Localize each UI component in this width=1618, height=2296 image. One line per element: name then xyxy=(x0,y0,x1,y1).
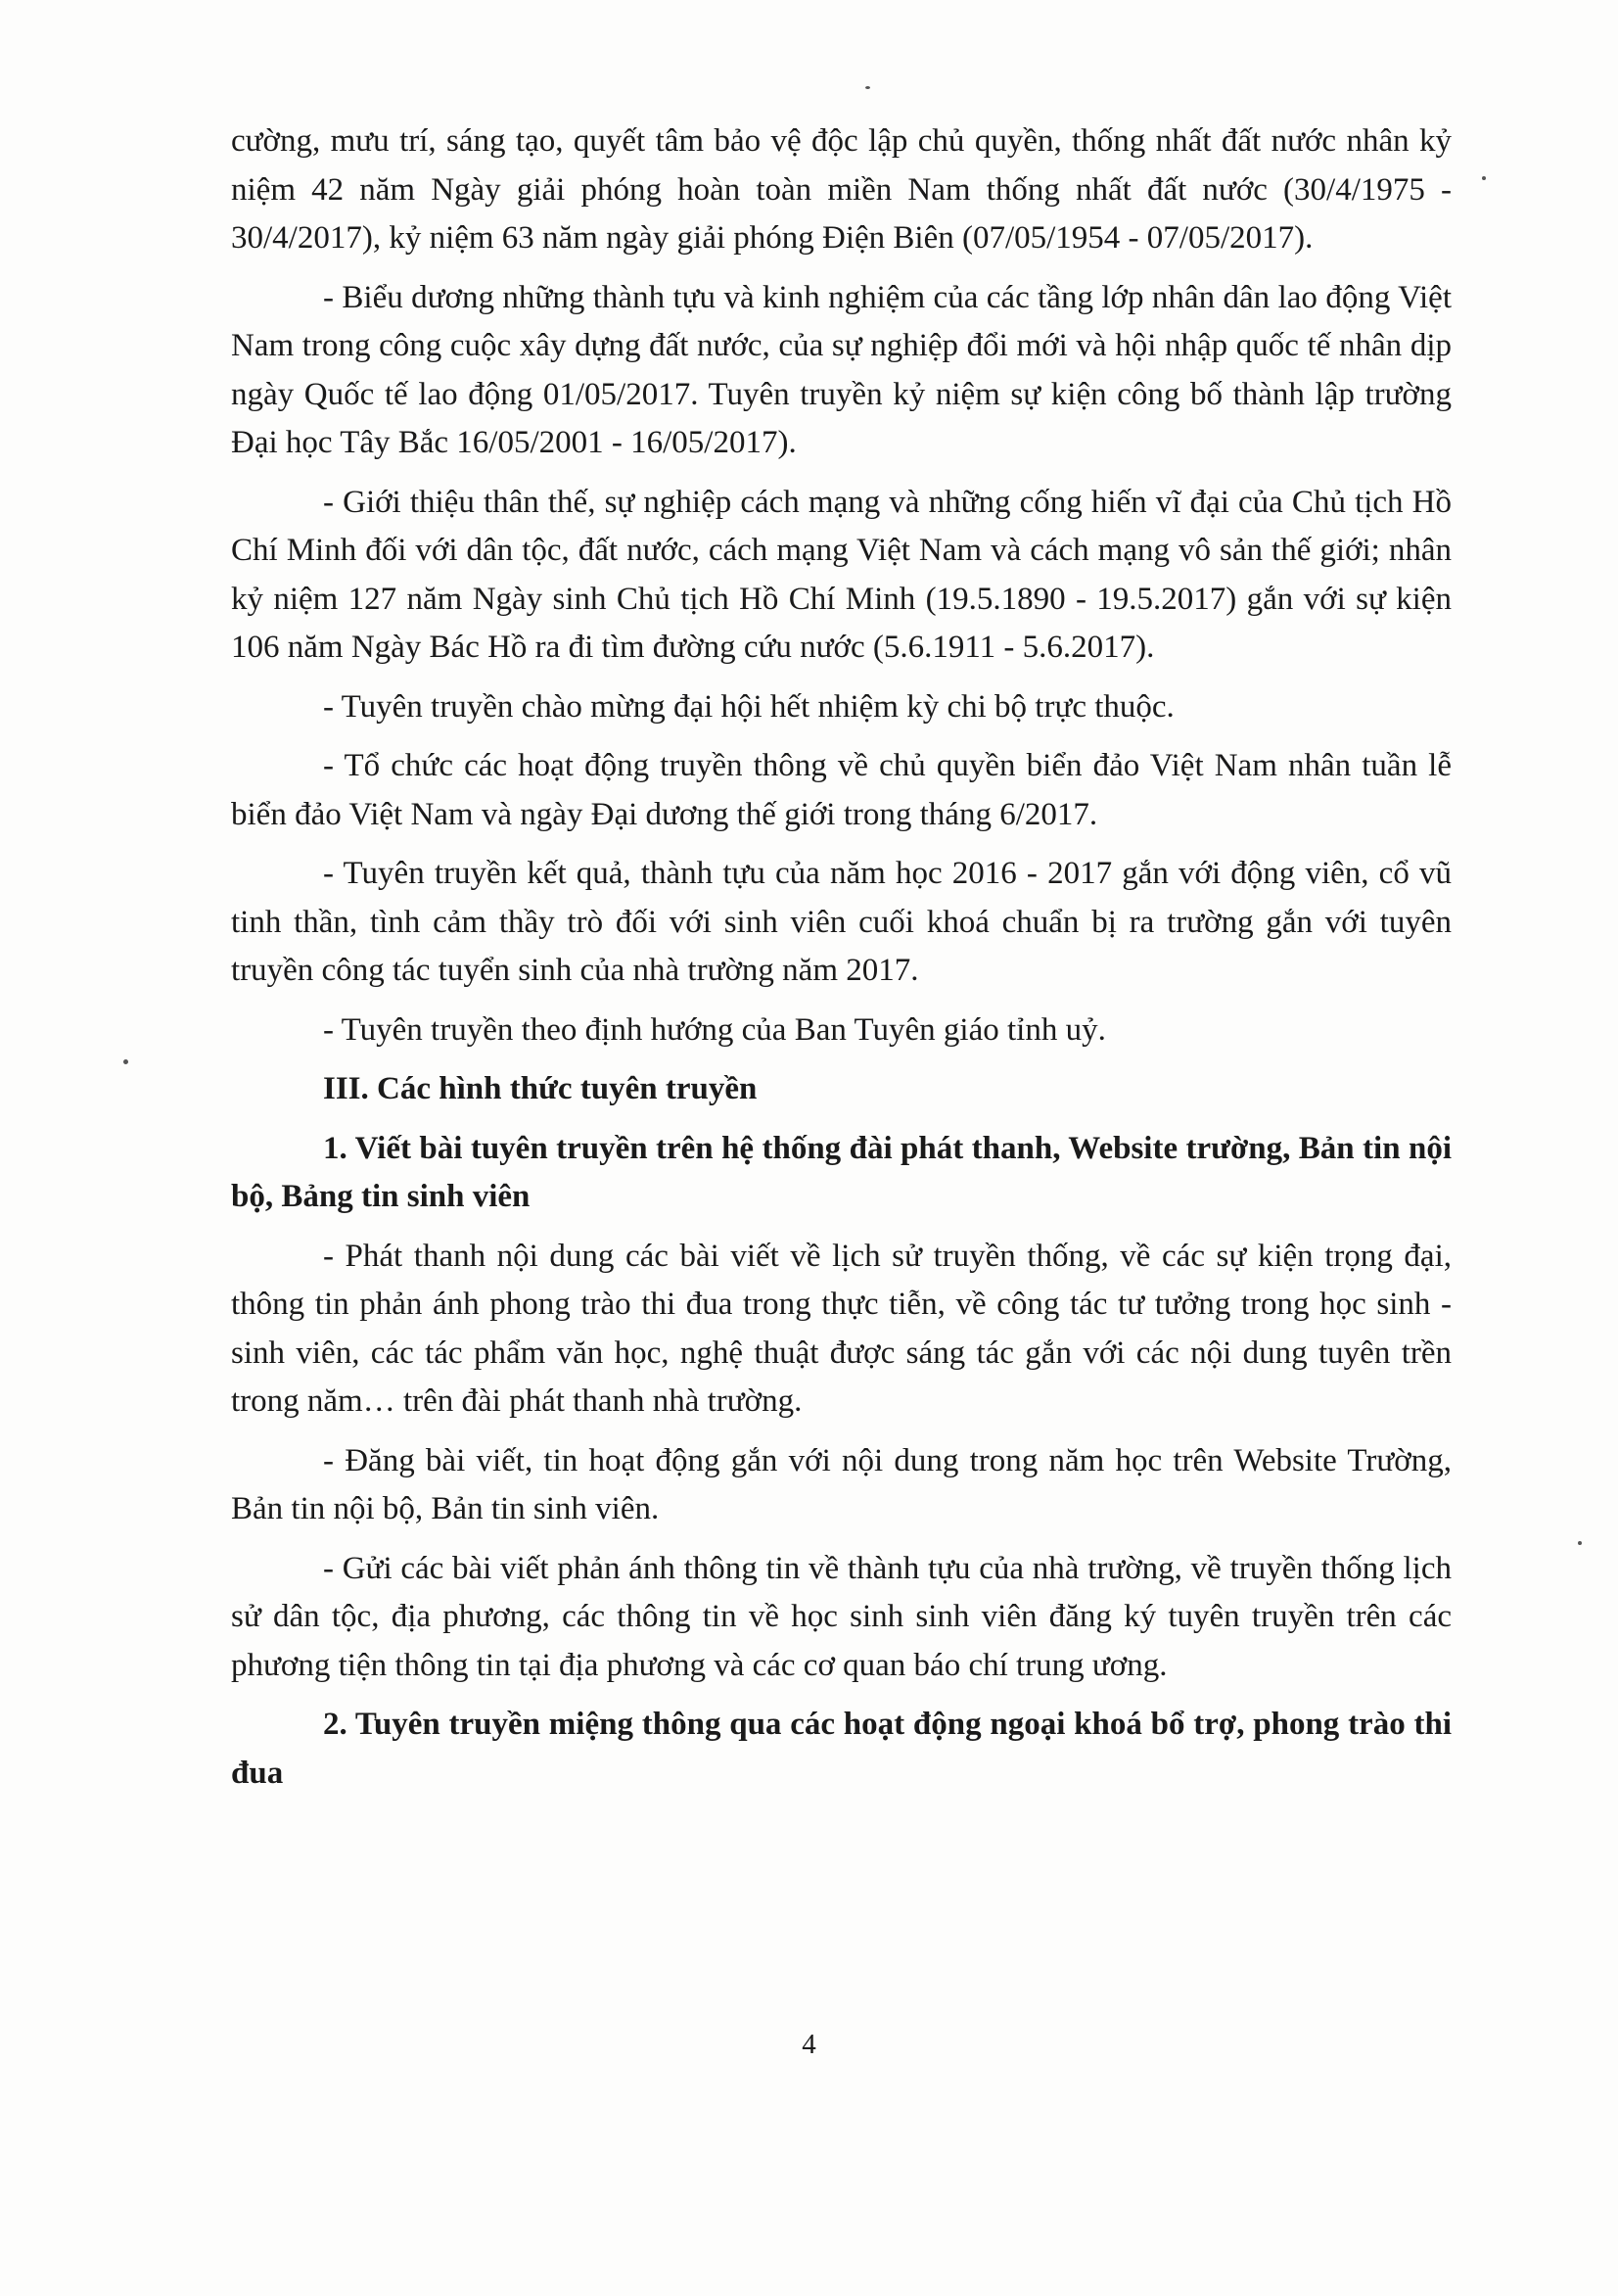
scan-speck xyxy=(865,86,870,89)
paragraph-radio-broadcast: - Phát thanh nội dung các bài viết về lịch sử truyền thống, về các sự kiện trọng đại, thông tin phản ánh phong trào thi đua trong thực tiễn, về công tác tư tưởng trong học sinh - sinh viên, các tác phẩm văn học, nghệ thuật được sáng tác gắn với các nội dung tuyên trền trong năm… trên đài phát thanh nhà trường. xyxy=(231,1238,1452,1419)
paragraph-press-submissions: - Gửi các bài viết phản ánh thông tin về thành tựu của nhà trường, về truyền thống lịch sử dân tộc, địa phương, các thông tin về học sinh sinh viên đăng ký tuyên truyền trên các phương tiện thông tin tại địa phương và các cơ quan báo chí trung ương. xyxy=(231,1550,1452,1683)
paragraph-party-congress: - Tuyên truyền chào mừng đại hội hết nhiệm kỳ chi bộ trực thuộc. xyxy=(323,688,1175,725)
paragraph-labor-achievements: - Biểu dương những thành tựu và kinh nghiệm của các tầng lớp nhân dân lao động Việt Nam trong công cuộc xây dựng đất nước, của sự nghiệp đổi mới và hội nhập quốc tế nhân dịp ngày Quốc tế lao động 01/05/2017. Tuyên truyền kỷ niệm sự kiện công bố thành lập trường Đại học Tây Bắc 16/05/2001 - 16/05/2017). xyxy=(231,279,1452,460)
paragraph-intro-continuation: cường, mưu trí, sáng tạo, quyết tâm bảo vệ độc lập chủ quyền, thống nhất đất nước nhân kỷ niệm 42 năm Ngày giải phóng hoàn toàn miền Nam thống nhất đất nước (30/4/1975 - 30/4/2017), kỷ niệm 63 năm ngày giải phóng Điện Biên (07/05/1954 - 07/05/2017). xyxy=(231,123,1452,256)
document-body xyxy=(231,117,1452,1808)
section-heading-forms: III. Các hình thức tuyên truyền xyxy=(323,1071,758,1106)
paragraph-provincial-guidance: - Tuyên truyền theo định hướng của Ban Tuyên giáo tỉnh uỷ. xyxy=(323,1011,1106,1048)
page-number: 4 xyxy=(802,2029,816,2060)
scan-speck xyxy=(123,1059,128,1064)
paragraph-sea-islands: - Tổ chức các hoạt động truyền thông về chủ quyền biển đảo Việt Nam nhân tuần lễ biển đảo Việt Nam và ngày Đại dương thế giới trong tháng 6/2017. xyxy=(231,748,1452,832)
scan-speck xyxy=(1482,176,1486,180)
subheading-oral-propaganda: 2. Tuyên truyền miệng thông qua các hoạt động ngoại khoá bổ trợ, phong trào thi đua xyxy=(231,1707,1452,1791)
subheading-written-articles: 1. Viết bài tuyên truyền trên hệ thống đài phát thanh, Website trường, Bản tin nội bộ, Bảng tin sinh viên xyxy=(231,1130,1452,1214)
scan-speck xyxy=(1578,1541,1582,1545)
paragraph-ho-chi-minh: - Giới thiệu thân thế, sự nghiệp cách mạng và những cống hiến vĩ đại của Chủ tịch Hồ Chí Minh đối với dân tộc, đất nước, cách mạng Việt Nam và cách mạng vô sản thế giới; nhân kỷ niệm 127 năm Ngày sinh Chủ tịch Hồ Chí Minh (19.5.1890 - 19.5.2017) gắn với sự kiện 106 năm Ngày Bác Hồ ra đi tìm đường cứu nước (5.6.1911 - 5.6.2017). xyxy=(231,484,1452,665)
paragraph-school-year-results: - Tuyên truyền kết quả, thành tựu của năm học 2016 - 2017 gắn với động viên, cổ vũ tinh thần, tình cảm thầy trò đối với sinh viên cuối khoá chuẩn bị ra trường gắn với tuyên truyền công tác tuyển sinh của nhà trường năm 2017. xyxy=(231,856,1452,988)
paragraph-website-posts: - Đăng bài viết, tin hoạt động gắn với nội dung trong năm học trên Website Trường, Bản tin nội bộ, Bản tin sinh viên. xyxy=(231,1442,1452,1526)
